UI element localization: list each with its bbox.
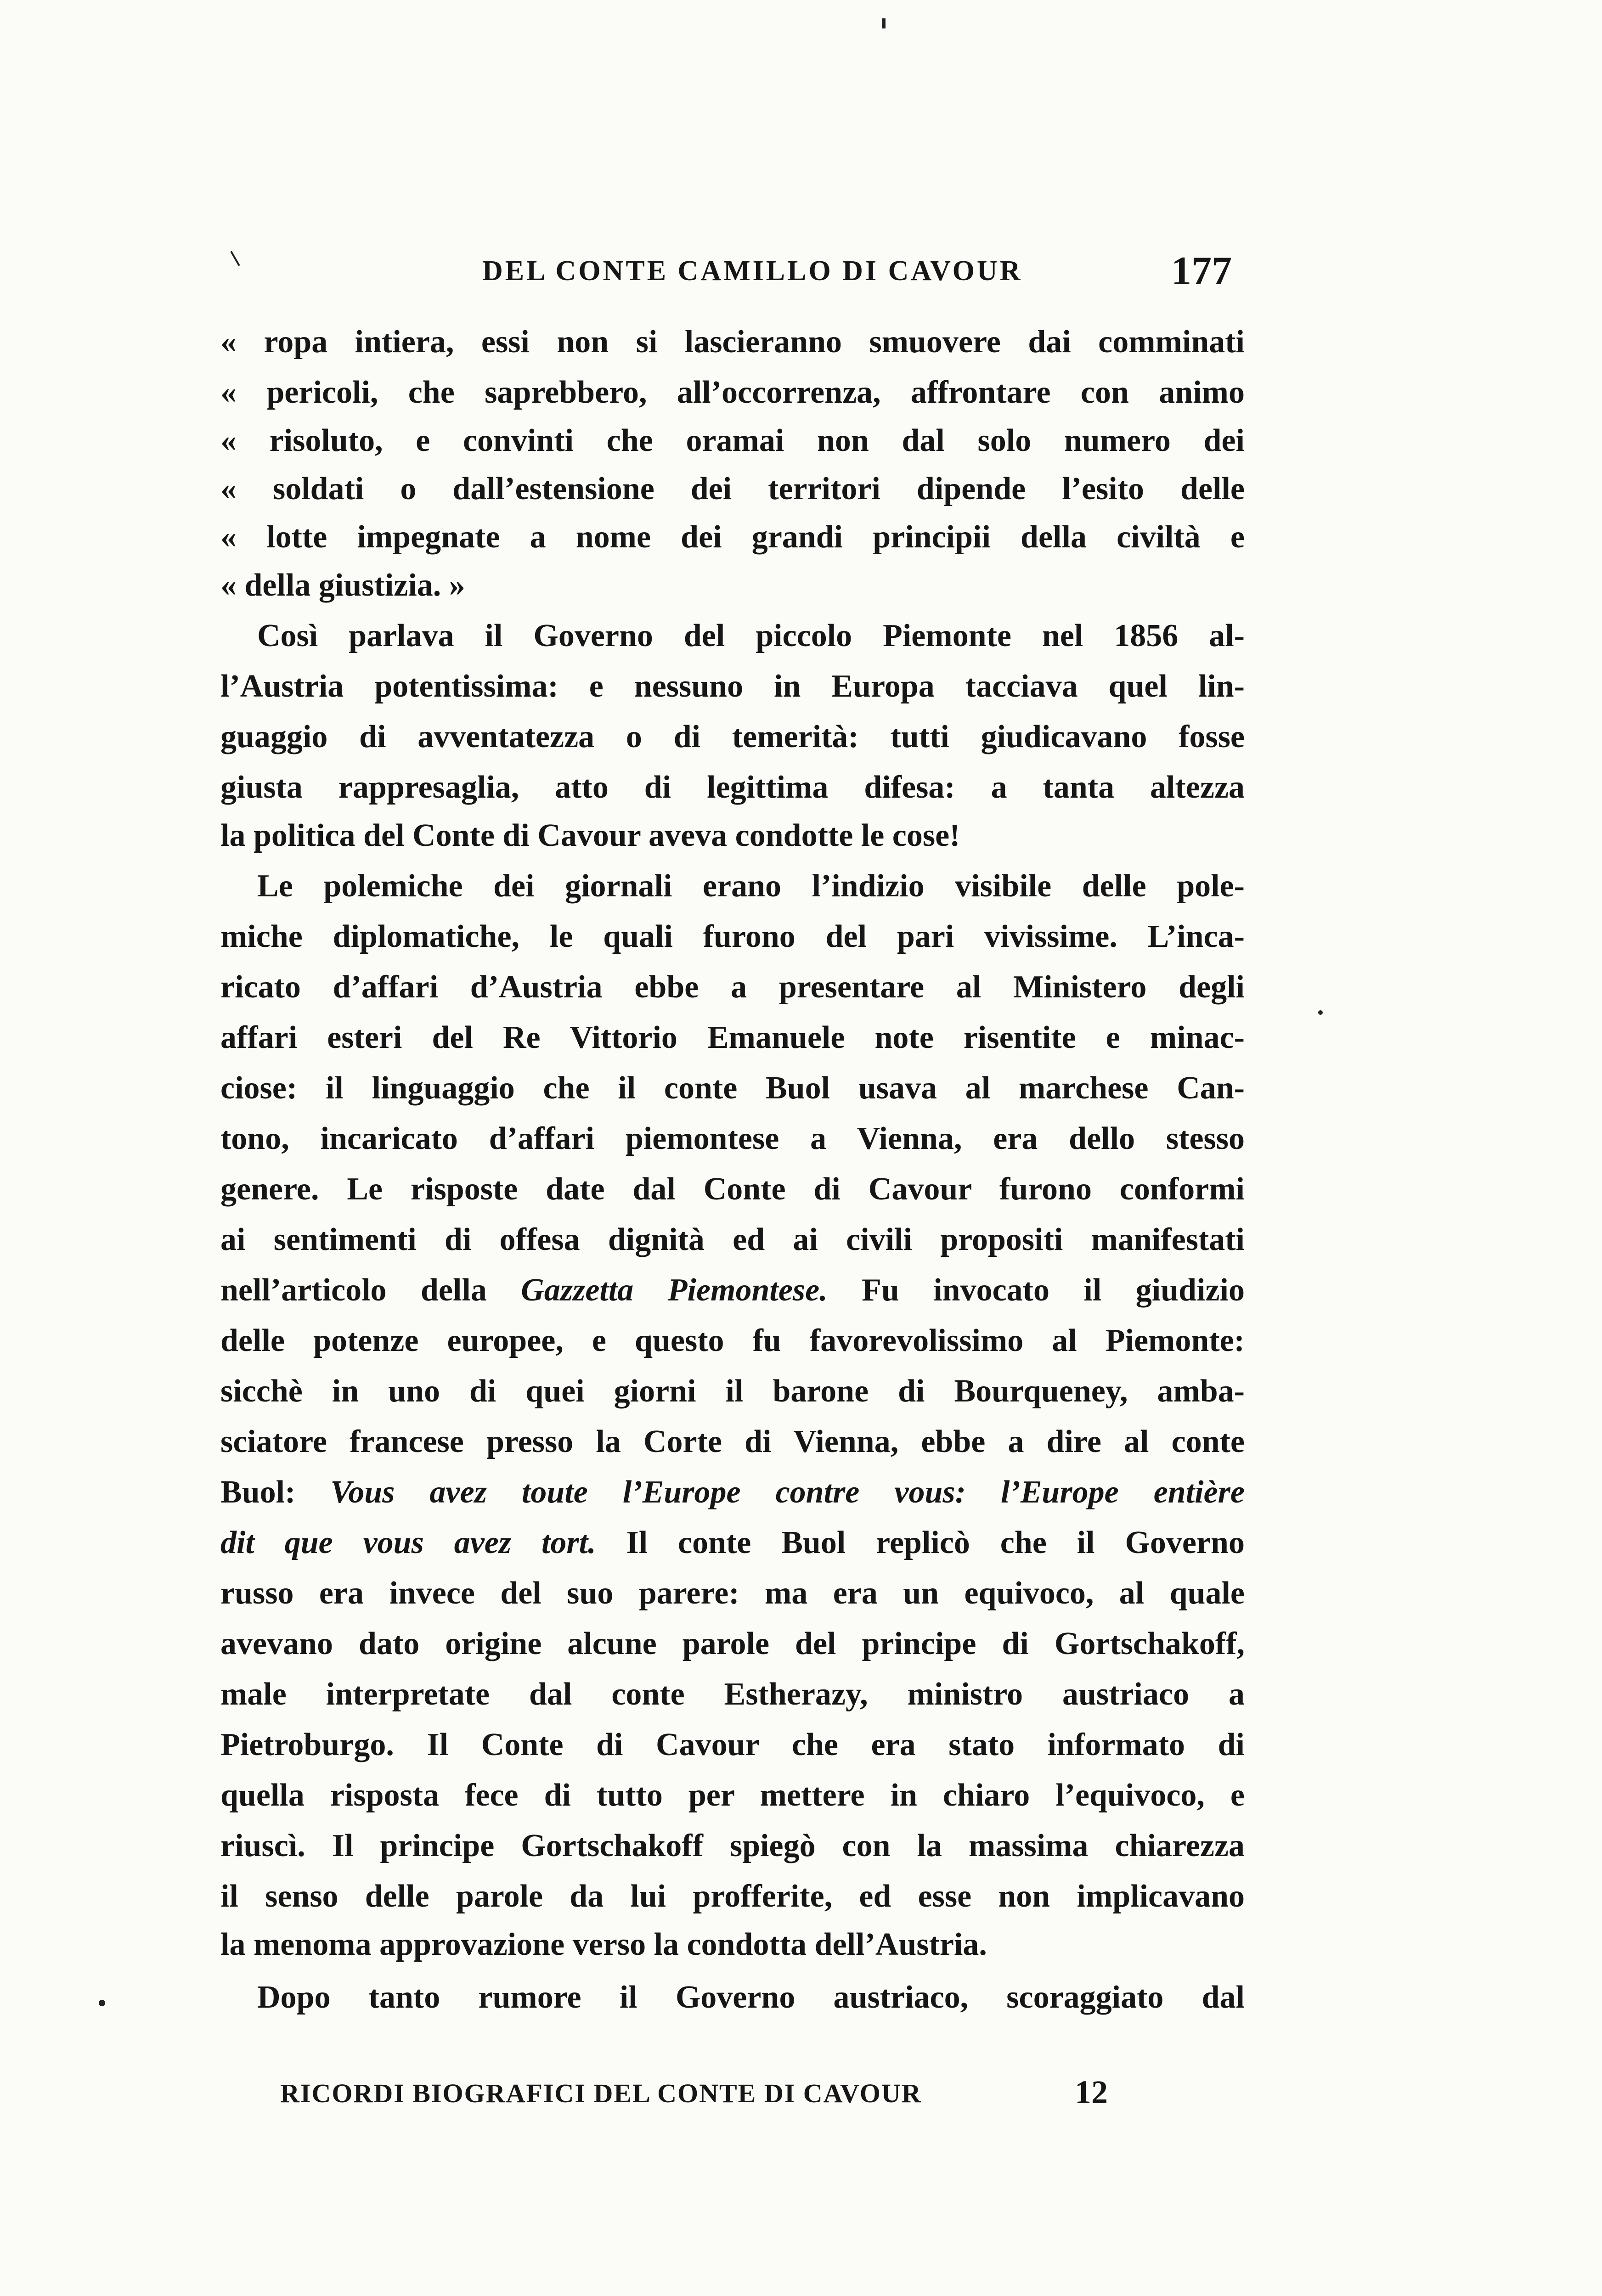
text-line: Pietroburgo. Il Conte di Cavour che era stato informato di <box>220 1727 1245 1762</box>
text-line: Le polemiche dei giornali erano l’indizio visibile delle pole- <box>257 868 1245 904</box>
french-quote: dit que vous avez tort. <box>220 1525 596 1560</box>
text-span: nell’articolo della <box>220 1272 521 1308</box>
text-line: genere. Le risposte date dal Conte di Cavour furono conformi <box>220 1171 1245 1207</box>
text-line <box>220 1270 1245 1311</box>
text-line: « soldati o dall’estensione dei territori dipende l’esito delle <box>220 471 1245 506</box>
text-line: ciose: il linguaggio che il conte Buol usava al marchese Can- <box>220 1070 1245 1106</box>
text-line: « ropa intiera, essi non si lascieranno smuovere dai comminati <box>220 324 1245 360</box>
text-line: tono, incaricato d’affari piemontese a Vienna, era dello stesso <box>220 1121 1245 1156</box>
text-span: Il conte Buol replicò che il Governo <box>596 1525 1245 1560</box>
text-line: Dopo tanto rumore il Governo austriaco, scoraggiato dal <box>257 1980 1245 2015</box>
text-line: male interpretate dal conte Estherazy, ministro austriaco a <box>220 1677 1245 1712</box>
text-line: affari esteri del Re Vittorio Emanuele note risentite e minac- <box>220 1020 1245 1055</box>
text-line: la politica del Conte di Cavour aveva condotte le cose! <box>220 818 960 853</box>
text-line: russo era invece del suo parere: ma era un equivoco, al quale <box>220 1576 1245 1611</box>
text-line: la menoma approvazione verso la condotta dell’Austria. <box>220 1927 987 1962</box>
text-line: Così parlava il Governo del piccolo Piemonte nel 1856 al- <box>257 618 1245 653</box>
text-line <box>220 1522 1245 1564</box>
text-line: ricato d’affari d’Austria ebbe a presentare al Ministero degli <box>220 969 1245 1005</box>
running-header-title: DEL CONTE CAMILLO DI CAVOUR <box>482 255 1023 287</box>
text-line: guaggio di avventatezza o di temerità: tutti giudicavano fosse <box>220 719 1245 754</box>
scan-speck <box>1318 1010 1323 1015</box>
text-line: sicchè in uno di quei giorni il barone di Bourqueney, amba- <box>220 1373 1245 1409</box>
scan-speck <box>882 18 886 28</box>
french-quote: Vous avez toute l’Europe contre vous: l’Europe entière <box>330 1474 1245 1510</box>
scan-speck <box>230 251 240 266</box>
text-line: sciatore francese presso la Corte di Vienna, ebbe a dire al conte <box>220 1424 1245 1459</box>
scan-speck <box>99 2000 105 2006</box>
text-line: quella risposta fece di tutto per mettere in chiaro l’equivoco, e <box>220 1778 1245 1813</box>
newspaper-title: Gazzetta Piemontese. <box>521 1272 828 1308</box>
text-line: avevano dato origine alcune parole del principe di Gortschakoff, <box>220 1626 1245 1661</box>
text-line: l’Austria potentissima: e nessuno in Europa tacciava quel lin- <box>220 669 1245 704</box>
text-span: Buol: <box>220 1474 331 1510</box>
page-number: 177 <box>1171 249 1232 293</box>
footer-signature-title: RICORDI BIOGRAFICI DEL CONTE DI CAVOUR <box>280 2078 922 2108</box>
text-line: delle potenze europee, e questo fu favorevolissimo al Piemonte: <box>220 1323 1245 1358</box>
text-line: il senso delle parole da lui profferite, ed esse non implicavano <box>220 1879 1245 1914</box>
text-line: « pericoli, che saprebbero, all’occorrenza, affrontare con animo <box>220 375 1245 410</box>
text-line: « della giustizia. » <box>220 568 465 603</box>
text-line: ai sentimenti di offesa dignità ed ai civili propositi manifestati <box>220 1222 1245 1257</box>
text-span: Fu invocato il giudizio <box>827 1272 1245 1308</box>
text-line: riuscì. Il principe Gortschakoff spiegò con la massima chiarezza <box>220 1828 1245 1863</box>
text-line <box>220 1472 1245 1513</box>
text-line: miche diplomatiche, le quali furono del pari vivissime. L’inca- <box>220 919 1245 954</box>
text-line: giusta rappresaglia, atto di legittima difesa: a tanta altezza <box>220 770 1245 805</box>
text-line: « lotte impegnate a nome dei grandi principii della civiltà e <box>220 519 1245 555</box>
text-line: « risoluto, e convinti che oramai non dal solo numero dei <box>220 423 1245 458</box>
signature-mark: 12 <box>1075 2074 1108 2110</box>
